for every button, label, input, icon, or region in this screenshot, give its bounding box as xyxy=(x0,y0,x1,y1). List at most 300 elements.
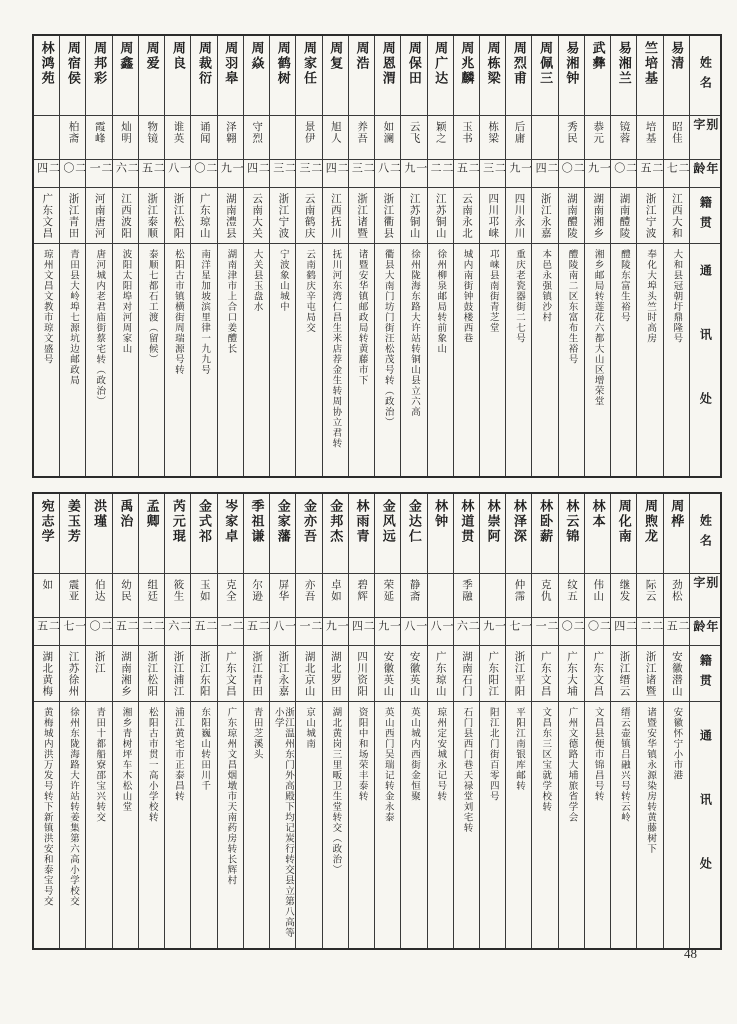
person-column xyxy=(59,494,85,948)
person-address: 东阳巍山转田川千 xyxy=(199,707,210,791)
person-courtesy-name: 玉如 xyxy=(191,574,216,618)
person-name: 宛志学 xyxy=(34,494,59,574)
person-column xyxy=(479,36,505,476)
person-address: 醴陵南二区东富布生裕号 xyxy=(566,249,577,365)
person-age: 二三 xyxy=(270,160,295,188)
person-native-place: 浙江浦江 xyxy=(165,646,190,702)
person-address: 徐州东陇海路大许站转姜集第六高小学校交 xyxy=(67,707,78,907)
person-address: 青田十都船寮邵宝兴转交 xyxy=(94,707,105,823)
person-column xyxy=(112,494,138,948)
person-native-place: 广东大埔 xyxy=(559,646,584,702)
person-name: 岑家卓 xyxy=(218,494,243,574)
directory-table-lower xyxy=(32,492,722,950)
person-address: 文昌县便市锦昌号转 xyxy=(592,707,603,802)
person-name: 金家藩 xyxy=(270,494,295,574)
person-native-place: 江西大和 xyxy=(664,188,689,244)
label-native-place: 籍贯 xyxy=(690,646,720,702)
person-address: 重庆老瓷器街二七号 xyxy=(513,249,524,344)
person-name: 周栋梁 xyxy=(480,36,505,116)
person-courtesy-name: 诵闻 xyxy=(191,116,216,160)
person-age: 二四 xyxy=(611,618,636,646)
person-native-place: 浙江永嘉 xyxy=(532,188,557,244)
person-address: 缙云壶镇吕融兴号转云岭 xyxy=(618,707,629,823)
person-column xyxy=(558,494,584,948)
person-courtesy-name: 谁英 xyxy=(165,116,190,160)
person-column xyxy=(584,36,610,476)
person-address: 大和县冠朝圩鼎隆号 xyxy=(671,249,682,344)
person-column xyxy=(295,36,321,476)
person-courtesy-name: 碧辉 xyxy=(349,574,374,618)
person-native-place: 浙江缙云 xyxy=(611,646,636,702)
person-address: 衢县大南门坊门街汪松茂号转（政治） xyxy=(382,249,393,428)
field-label-column xyxy=(689,36,720,476)
person-native-place: 浙江松阳 xyxy=(139,646,164,702)
person-name: 周化南 xyxy=(611,494,636,574)
person-age: 一九 xyxy=(375,618,400,646)
person-age: 一七 xyxy=(60,618,85,646)
person-courtesy-name: 颖之 xyxy=(428,116,453,160)
person-native-place: 浙江青田 xyxy=(60,188,85,244)
person-name: 周佩三 xyxy=(532,36,557,116)
person-courtesy-name: 卓如 xyxy=(323,574,348,618)
person-column xyxy=(636,36,662,476)
person-courtesy-name: 如澜 xyxy=(375,116,400,160)
person-age: 一八 xyxy=(428,618,453,646)
person-address: 徐州柳泉邮局转前象山 xyxy=(435,249,446,354)
person-native-place: 浙江松阳 xyxy=(165,188,190,244)
person-age: 一八 xyxy=(401,618,426,646)
person-native-place: 浙江 xyxy=(86,646,111,702)
person-column xyxy=(427,494,453,948)
person-courtesy-name: 景伊 xyxy=(296,116,321,160)
person-courtesy-name: 恭元 xyxy=(585,116,610,160)
person-age: 一八 xyxy=(165,160,190,188)
person-native-place: 湖南澧县 xyxy=(218,188,243,244)
person-native-place: 浙江宁波 xyxy=(637,188,662,244)
person-column xyxy=(164,36,190,476)
person-courtesy-name: 秀民 xyxy=(559,116,584,160)
person-name: 林卧薪 xyxy=(532,494,557,574)
person-age: 二二 xyxy=(428,160,453,188)
person-address: 琼州文昌文教市琼文盛号 xyxy=(41,249,52,365)
person-courtesy-name: 幼民 xyxy=(113,574,138,618)
person-native-place: 江西抚川 xyxy=(323,188,348,244)
person-courtesy-name: 震亚 xyxy=(60,574,85,618)
person-courtesy-name: 养吾 xyxy=(349,116,374,160)
label-courtesy-name: 别字 xyxy=(690,574,720,618)
person-native-place: 湖北罗田 xyxy=(323,646,348,702)
person-column xyxy=(374,36,400,476)
person-name: 易湘兰 xyxy=(611,36,636,116)
person-age: 二二 xyxy=(139,618,164,646)
person-address: 泰顺七都石工渡（留候） xyxy=(146,249,157,365)
person-age: 二五 xyxy=(454,160,479,188)
person-age: 二五 xyxy=(113,618,138,646)
person-name: 洪瑾 xyxy=(86,494,111,574)
person-courtesy-name: 伯达 xyxy=(86,574,111,618)
person-courtesy-name: 灿明 xyxy=(113,116,138,160)
person-name: 金邦杰 xyxy=(323,494,348,574)
person-column xyxy=(243,36,269,476)
person-courtesy-name: 玉书 xyxy=(454,116,479,160)
person-address: 南洋星加坡滨里律一九九号 xyxy=(199,249,210,375)
person-native-place: 广东阳江 xyxy=(480,646,505,702)
person-courtesy-name: 旭人 xyxy=(323,116,348,160)
person-age: 二三 xyxy=(296,160,321,188)
person-name: 季祖谦 xyxy=(244,494,269,574)
person-age: 二三 xyxy=(480,160,505,188)
person-courtesy-name: 纹五 xyxy=(559,574,584,618)
person-native-place: 四川邛崃 xyxy=(480,188,505,244)
person-age: 一八 xyxy=(270,618,295,646)
person-native-place: 浙江永嘉 xyxy=(270,646,295,702)
person-column xyxy=(217,36,243,476)
person-name: 林钟 xyxy=(428,494,453,574)
person-courtesy-name: 云飞 xyxy=(401,116,426,160)
person-column xyxy=(636,494,662,948)
person-native-place: 湖北黄梅 xyxy=(34,646,59,702)
person-courtesy-name: 栋梁 xyxy=(480,116,505,160)
person-native-place: 四川永川 xyxy=(506,188,531,244)
person-native-place: 四川资阳 xyxy=(349,646,374,702)
person-courtesy-name: 季融 xyxy=(454,574,479,618)
person-address: 青田县大岭埠七源坑边邮政局 xyxy=(67,249,78,386)
person-courtesy-name xyxy=(34,116,59,160)
person-age: 二〇 xyxy=(60,160,85,188)
person-courtesy-name: 屏华 xyxy=(270,574,295,618)
person-age: 二四 xyxy=(34,160,59,188)
person-column xyxy=(453,36,479,476)
person-address: 青田芝溪头 xyxy=(251,707,262,760)
person-name: 林崇阿 xyxy=(480,494,505,574)
person-name: 周爱 xyxy=(139,36,164,116)
person-courtesy-name: 培基 xyxy=(637,116,662,160)
person-name: 周家任 xyxy=(296,36,321,116)
person-name: 金达仁 xyxy=(401,494,426,574)
person-native-place: 云南大关 xyxy=(244,188,269,244)
person-address: 阳江北门街百零四号 xyxy=(487,707,498,802)
person-address: 平阳江南银库邮转 xyxy=(513,707,524,791)
person-age: 二四 xyxy=(323,160,348,188)
person-age: 二三 xyxy=(349,160,374,188)
person-address: 安徽怀宁小市港 xyxy=(671,707,682,781)
person-name: 周邦彩 xyxy=(86,36,111,116)
person-address: 湘乡邮局转莲花六都大山区增荣堂 xyxy=(592,249,603,407)
person-address: 琼州定安城永记号转 xyxy=(435,707,446,802)
label-courtesy-name: 别字 xyxy=(690,116,720,160)
person-native-place: 广东文昌 xyxy=(585,646,610,702)
person-courtesy-name: 泽翱 xyxy=(218,116,243,160)
person-name: 周保田 xyxy=(401,36,426,116)
person-age: 二四 xyxy=(349,618,374,646)
person-name: 周烈甫 xyxy=(506,36,531,116)
person-column xyxy=(348,494,374,948)
person-native-place: 云南永北 xyxy=(454,188,479,244)
person-address: 浦江黄宅市正泰昌转 xyxy=(172,707,183,802)
person-name: 林道贯 xyxy=(454,494,479,574)
person-address: 邛崃县南街青芝堂 xyxy=(487,249,498,333)
person-column xyxy=(584,494,610,948)
person-age: 二一 xyxy=(86,160,111,188)
person-age: 二六 xyxy=(165,618,190,646)
person-native-place: 湖北京山 xyxy=(296,646,321,702)
person-native-place: 湖南湘乡 xyxy=(585,188,610,244)
person-name: 周裁衍 xyxy=(191,36,216,116)
person-name: 周羽皋 xyxy=(218,36,243,116)
person-native-place: 浙江青田 xyxy=(244,646,269,702)
label-age: 年龄 xyxy=(690,160,720,188)
person-name: 周桦 xyxy=(664,494,689,574)
person-age: 一九 xyxy=(480,618,505,646)
person-courtesy-name: 际云 xyxy=(637,574,662,618)
person-native-place: 广东文昌 xyxy=(532,646,557,702)
person-courtesy-name xyxy=(480,574,505,618)
person-address: 诸暨安华镇邮政局转黄藤市下 xyxy=(356,249,367,386)
person-address: 浙江温州东门外高殿下均记炭行转交县立第八高等小学 xyxy=(272,707,293,938)
person-address: 广东琼州文昌烟墩市天南药房转长辉村 xyxy=(225,707,236,886)
person-native-place: 安徽英山 xyxy=(401,646,426,702)
person-courtesy-name: 柏斋 xyxy=(60,116,85,160)
person-address: 文昌东三区宝就学校转 xyxy=(540,707,551,812)
person-age: 一九 xyxy=(585,160,610,188)
person-column xyxy=(400,36,426,476)
person-column xyxy=(479,494,505,948)
person-courtesy-name: 亦吾 xyxy=(296,574,321,618)
person-column xyxy=(295,494,321,948)
person-name: 武彝 xyxy=(585,36,610,116)
person-column xyxy=(217,494,243,948)
person-name: 易清 xyxy=(664,36,689,116)
person-column xyxy=(322,36,348,476)
person-address: 醴陵东富生裕号 xyxy=(618,249,629,323)
person-name: 周浩 xyxy=(349,36,374,116)
person-courtesy-name: 荣延 xyxy=(375,574,400,618)
person-age: 二〇 xyxy=(191,160,216,188)
person-name: 金风远 xyxy=(375,494,400,574)
person-age: 二五 xyxy=(34,618,59,646)
person-age: 二〇 xyxy=(86,618,111,646)
person-column xyxy=(190,36,216,476)
person-column xyxy=(558,36,584,476)
person-column xyxy=(269,494,295,948)
person-age: 一九 xyxy=(218,160,243,188)
person-age: 一七 xyxy=(506,618,531,646)
person-age: 二四 xyxy=(532,160,557,188)
person-name: 姜玉芳 xyxy=(60,494,85,574)
person-native-place: 广东文昌 xyxy=(34,188,59,244)
person-name: 周广达 xyxy=(428,36,453,116)
person-native-place: 广东文昌 xyxy=(218,646,243,702)
person-age: 二一 xyxy=(532,618,557,646)
person-age: 二五 xyxy=(191,618,216,646)
person-age: 一九 xyxy=(323,618,348,646)
person-age: 二一 xyxy=(218,618,243,646)
person-native-place: 河南唐河 xyxy=(86,188,111,244)
person-column xyxy=(34,494,59,948)
person-name: 林泽深 xyxy=(506,494,531,574)
person-name: 竺培基 xyxy=(637,36,662,116)
person-address: 唐河城内老君庙街蔡宅转（政治） xyxy=(94,249,105,407)
person-name: 林本 xyxy=(585,494,610,574)
person-address: 松阳古市镇横街周瑞源号转 xyxy=(172,249,183,375)
person-courtesy-name: 守烈 xyxy=(244,116,269,160)
person-column xyxy=(453,494,479,948)
label-address: 通讯处 xyxy=(698,729,713,921)
person-courtesy-name: 如 xyxy=(34,574,59,618)
person-address: 奉化大埠头竺时高房 xyxy=(645,249,656,344)
person-courtesy-name: 伟山 xyxy=(585,574,610,618)
person-native-place: 江苏铜山 xyxy=(401,188,426,244)
person-courtesy-name: 后庸 xyxy=(506,116,531,160)
person-age: 二六 xyxy=(454,618,479,646)
person-courtesy-name: 克全 xyxy=(218,574,243,618)
person-address: 城内南街钟鼓楼西巷 xyxy=(461,249,472,344)
person-age: 二八 xyxy=(375,160,400,188)
person-native-place: 安徽潜山 xyxy=(664,646,689,702)
person-native-place: 广东琼山 xyxy=(191,188,216,244)
person-column xyxy=(348,36,374,476)
person-address: 石门县西门巷天禄堂刘宅转 xyxy=(461,707,472,833)
person-name: 周宿侯 xyxy=(60,36,85,116)
person-name: 周复 xyxy=(323,36,348,116)
person-courtesy-name: 继发 xyxy=(611,574,636,618)
person-address: 徐州陇海东路大许站转铜山县立六高 xyxy=(409,249,420,417)
person-address: 松阳古市贯一高小学校转 xyxy=(146,707,157,823)
person-native-place: 浙江宁波 xyxy=(270,188,295,244)
person-courtesy-name xyxy=(532,116,557,160)
person-native-place: 湖南醴陵 xyxy=(611,188,636,244)
person-address: 湖南津市上合口姜醴长 xyxy=(225,249,236,354)
person-age: 二五 xyxy=(244,618,269,646)
person-address: 湘乡青树坪车木松山堂 xyxy=(120,707,131,812)
person-address: 资阳中和场荣丰泰转 xyxy=(356,707,367,802)
person-age: 二五 xyxy=(139,160,164,188)
person-age: 二〇 xyxy=(559,160,584,188)
directory-table-upper xyxy=(32,34,722,478)
person-address: 英山西门吴瑞记转金永泰 xyxy=(382,707,393,823)
person-courtesy-name: 霞峰 xyxy=(86,116,111,160)
person-courtesy-name xyxy=(270,116,295,160)
person-name: 周恩渭 xyxy=(375,36,400,116)
person-age: 二五 xyxy=(637,160,662,188)
person-native-place: 浙江泰顺 xyxy=(139,188,164,244)
person-address: 宁波象山城中 xyxy=(277,249,288,312)
person-name: 林鸿苑 xyxy=(34,36,59,116)
person-column xyxy=(531,494,557,948)
person-native-place: 江苏铜山 xyxy=(428,188,453,244)
person-native-place: 江苏徐州 xyxy=(60,646,85,702)
person-native-place: 湖南湘乡 xyxy=(113,646,138,702)
person-column xyxy=(505,494,531,948)
person-column xyxy=(610,494,636,948)
person-courtesy-name: 劲松 xyxy=(664,574,689,618)
person-name: 易湘钟 xyxy=(559,36,584,116)
person-courtesy-name: 镜蓉 xyxy=(611,116,636,160)
person-name: 周兆麟 xyxy=(454,36,479,116)
person-address: 本邑永强镇沙村 xyxy=(540,249,551,323)
person-column xyxy=(243,494,269,948)
person-age: 一九 xyxy=(401,160,426,188)
person-column xyxy=(85,494,111,948)
person-column xyxy=(505,36,531,476)
person-column xyxy=(85,36,111,476)
person-age: 二七 xyxy=(664,160,689,188)
person-name: 周鹤树 xyxy=(270,36,295,116)
person-column xyxy=(164,494,190,948)
person-age: 二五 xyxy=(664,618,689,646)
person-column xyxy=(138,494,164,948)
person-address: 波阳太阳埠对河周家山 xyxy=(120,249,131,354)
person-native-place: 广东琼山 xyxy=(428,646,453,702)
label-address: 通讯处 xyxy=(698,264,713,456)
person-column xyxy=(138,36,164,476)
person-courtesy-name: 昭佳 xyxy=(664,116,689,160)
person-address: 大关县玉盘水 xyxy=(251,249,262,312)
person-column xyxy=(322,494,348,948)
person-age: 一九 xyxy=(506,160,531,188)
person-name: 林雨青 xyxy=(349,494,374,574)
person-column xyxy=(34,36,59,476)
person-courtesy-name: 仲霈 xyxy=(506,574,531,618)
person-column xyxy=(269,36,295,476)
page-number: 48 xyxy=(684,946,697,961)
person-age: 二〇 xyxy=(559,618,584,646)
person-name: 周焱 xyxy=(244,36,269,116)
person-age: 二六 xyxy=(113,160,138,188)
person-courtesy-name: 组廷 xyxy=(139,574,164,618)
person-address: 京山城南 xyxy=(304,707,315,749)
person-courtesy-name: 尔逊 xyxy=(244,574,269,618)
person-column xyxy=(663,36,689,476)
person-courtesy-name: 静斋 xyxy=(401,574,426,618)
person-column xyxy=(663,494,689,948)
person-name: 林云锦 xyxy=(559,494,584,574)
person-native-place: 浙江东阳 xyxy=(191,646,216,702)
label-native-place: 籍贯 xyxy=(690,188,720,244)
person-name: 周鑫 xyxy=(113,36,138,116)
person-address: 湖北黄岗三里畈卫生堂转交（政治） xyxy=(330,707,341,875)
label-name: 姓名 xyxy=(690,36,720,116)
person-column xyxy=(610,36,636,476)
person-column xyxy=(374,494,400,948)
person-courtesy-name xyxy=(428,574,453,618)
person-column xyxy=(112,36,138,476)
person-name: 芮元琨 xyxy=(165,494,190,574)
person-column xyxy=(531,36,557,476)
person-address: 抚川河东湾仁昌生米店荐金生转周协立君转 xyxy=(330,249,341,449)
person-age: 二〇 xyxy=(611,160,636,188)
person-courtesy-name: 克仇 xyxy=(532,574,557,618)
person-courtesy-name: 筱生 xyxy=(165,574,190,618)
person-native-place: 浙江平阳 xyxy=(506,646,531,702)
person-name: 金式祁 xyxy=(191,494,216,574)
person-native-place: 浙江衢县 xyxy=(375,188,400,244)
person-courtesy-name: 物镜 xyxy=(139,116,164,160)
person-age: 二四 xyxy=(244,160,269,188)
person-address: 英山城内西街金恒聚 xyxy=(409,707,420,802)
person-name: 周良 xyxy=(165,36,190,116)
person-native-place: 云南鹤庆 xyxy=(296,188,321,244)
person-name: 禹治 xyxy=(113,494,138,574)
label-age: 年龄 xyxy=(690,618,720,646)
person-age: 二〇 xyxy=(585,618,610,646)
person-native-place: 安徽英山 xyxy=(375,646,400,702)
person-address: 黄梅城内洪万发号转下新镇洪安和泰宝号交 xyxy=(41,707,52,907)
person-age: 二一 xyxy=(296,618,321,646)
person-address: 诸暨安华镇永源染房转黄藤树下 xyxy=(645,707,656,854)
person-column xyxy=(400,494,426,948)
person-name: 孟卿 xyxy=(139,494,164,574)
